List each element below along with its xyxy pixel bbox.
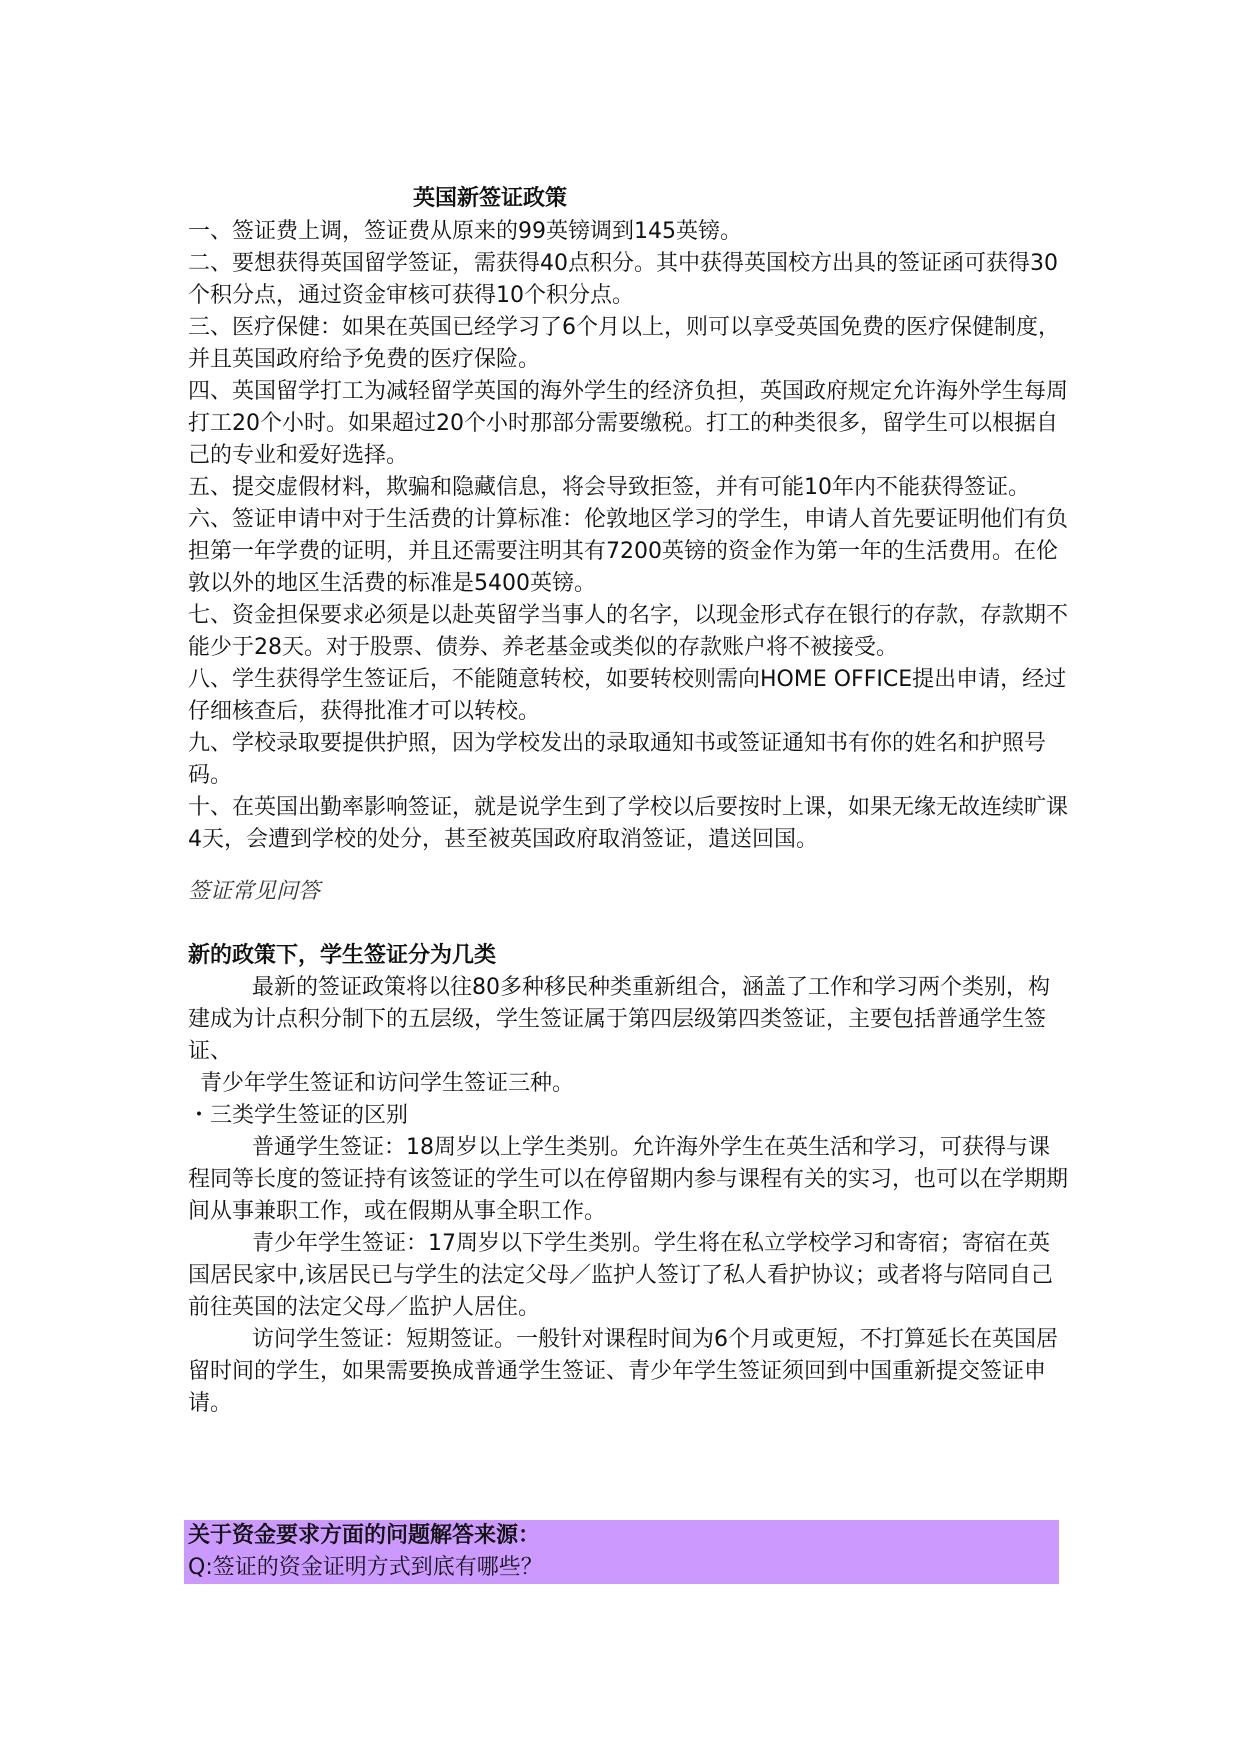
document-body	[188, 184, 1068, 1420]
visa-type-visitor: 访问学生签证：短期签证。一般针对课程时间为6个月或更短，不打算延长在英国居留时间的学生，如果需要换成普通学生签证、青少年学生签证须回到中国重新提交签证申请。	[188, 1327, 1058, 1416]
policy-item-5: 五、提交虚假材料，欺骗和隐藏信息，将会导致拒签，并有可能10年内不能获得签证。	[188, 475, 1030, 500]
policy-item-8: 八、学生获得学生签证后，不能随意转校，如要转校则需向HOME OFFICE提出申请，经过仔细核查后，获得批准才可以转校。	[188, 667, 1067, 724]
callout-question: Q:签证的资金证明方式到底有哪些？	[188, 1555, 543, 1580]
qa-section-title: 签证常见问答	[188, 879, 321, 904]
document-title: 英国新签证政策	[413, 186, 568, 211]
visa-type-child: 青少年学生签证：17周岁以下学生类别。学生将在私立学校学习和寄宿；寄宿在英国居民家中,该居民已与学生的法定父母／监护人签订了私人看护协议；或者将与陪同自己前往英国的法定父母／监护人居住。	[188, 1231, 1053, 1320]
visa-types-intro-continued: 青少年学生签证和访问学生签证三种。	[200, 1071, 575, 1096]
visa-type-general: 普通学生签证：18周岁以上学生类别。允许海外学生在英生活和学习，可获得与课程同等长度的签证持有该签证的学生可以在停留期内参与课程有关的实习，也可以在学期期间从事兼职工作，或在假期从事全职工作。	[188, 1135, 1069, 1224]
policy-item-7: 七、资金担保要求必须是以赴英留学当事人的名字，以现金形式存在银行的存款，存款期不能少于28天。对于股票、债券、养老基金或类似的存款账户将不被接受。	[188, 603, 1069, 660]
policy-item-10: 十、在英国出勤率影响签证，就是说学生到了学校以后要按时上课，如果无缘无故连续旷课4天，会遭到学校的处分，甚至被英国政府取消签证，遣送回国。	[188, 795, 1069, 852]
funding-qa-callout	[184, 1520, 1059, 1584]
visa-types-bullet: ・三类学生签证的区别	[188, 1103, 409, 1128]
policy-item-3: 三、医疗保健：如果在英国已经学习了6个月以上，则可以享受英国免费的医疗保健制度，并且英国政府给予免费的医疗保险。	[188, 315, 1060, 372]
visa-types-heading: 新的政策下，学生签证分为几类	[188, 943, 497, 968]
policy-item-4: 四、英国留学打工为减轻留学英国的海外学生的经济负担，英国政府规定允许海外学生每周打工20个小时。如果超过20个小时那部分需要缴税。打工的种类很多，留学生可以根据自己的专业和爱好选择。	[188, 379, 1069, 468]
policy-item-6: 六、签证申请中对于生活费的计算标准：伦敦地区学习的学生，申请人首先要证明他们有负担第一年学费的证明，并且还需要注明其有7200英镑的资金作为第一年的生活费用。在伦敦以外的地区生活费的标准是5400英镑。	[188, 507, 1069, 596]
policy-item-2: 二、要想获得英国留学签证，需获得40点积分。其中获得英国校方出具的签证函可获得30个积分点，通过资金审核可获得10个积分点。	[188, 251, 1058, 308]
callout-heading: 关于资金要求方面的问题解答来源：	[188, 1523, 541, 1548]
policy-item-1: 一、签证费上调，签证费从原来的99英镑调到145英镑。	[188, 219, 742, 244]
visa-types-intro: 最新的签证政策将以往80多种移民种类重新组合，涵盖了工作和学习两个类别，构建成为计点积分制下的五层级，学生签证属于第四层级第四类签证，主要包括普通学生签证、	[188, 975, 1050, 1064]
policy-item-9: 九、学校录取要提供护照，因为学校发出的录取通知书或签证通知书有你的姓名和护照号码。	[188, 731, 1047, 788]
